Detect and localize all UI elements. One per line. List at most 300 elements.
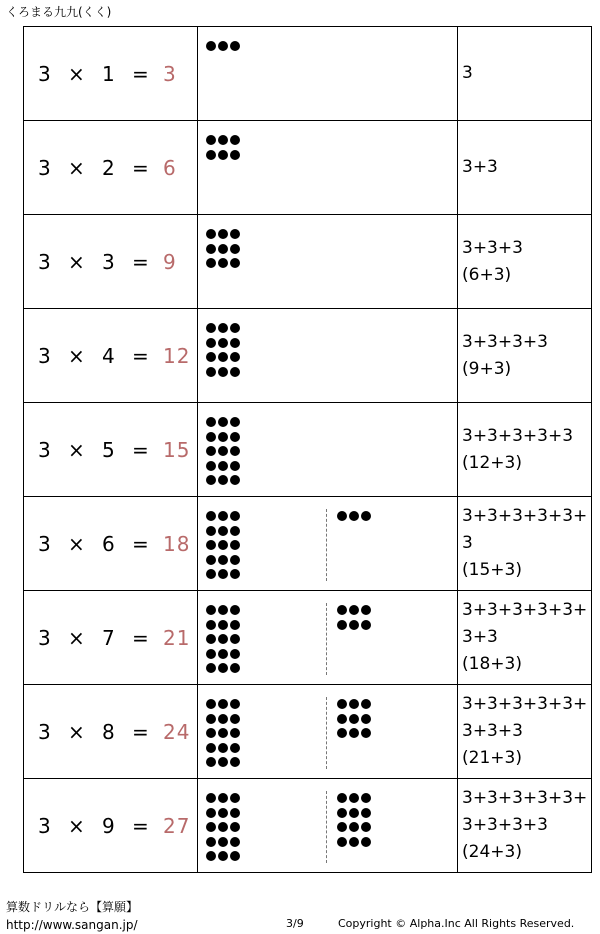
dot (230, 244, 240, 254)
dashed-separator (326, 791, 327, 863)
page-title: くろまる九九(くく) (6, 5, 112, 19)
dot-row (206, 553, 242, 568)
product: 3 (163, 61, 177, 86)
sum-line: (18+3) (462, 654, 522, 674)
dot (206, 663, 216, 673)
sum-line: 3+3+3+3 (462, 331, 548, 352)
dot (218, 649, 228, 659)
dot-row (206, 712, 242, 727)
dot-row (337, 820, 373, 835)
dot (230, 229, 240, 239)
sum-expression (458, 691, 591, 772)
equation (24, 27, 197, 120)
dot (206, 620, 216, 630)
dot (206, 244, 216, 254)
dot (361, 793, 371, 803)
dot (218, 663, 228, 673)
product: 15 (163, 437, 191, 462)
dot-row (206, 39, 242, 54)
dot (349, 605, 359, 615)
multiplier: 9 (102, 813, 115, 838)
dot (218, 851, 228, 861)
dot-group-left (206, 227, 242, 271)
dots-cell (198, 497, 458, 591)
dot (206, 475, 216, 485)
sum-cell (458, 591, 592, 685)
dot (218, 475, 228, 485)
dot-row (206, 509, 242, 524)
dot (230, 569, 240, 579)
equation (24, 497, 197, 590)
dot-row (206, 726, 242, 741)
dot (230, 432, 240, 442)
dot (230, 461, 240, 471)
dot-row (206, 820, 242, 835)
sum-cell (458, 685, 592, 779)
equation-cell (24, 309, 198, 403)
dot (230, 338, 240, 348)
dot (337, 605, 347, 615)
equation-cell (24, 215, 198, 309)
dot (218, 569, 228, 579)
dot-row (206, 321, 242, 336)
dot-row (337, 697, 373, 712)
dot-row (206, 849, 242, 864)
dot-row (206, 415, 242, 430)
dot (218, 728, 228, 738)
multiplier: 5 (102, 437, 115, 462)
dots-cell (198, 403, 458, 497)
dot (230, 837, 240, 847)
dot (218, 41, 228, 51)
dot (218, 540, 228, 550)
dot (218, 338, 228, 348)
sum-line: 3+3+3 (462, 237, 523, 258)
dot-row (206, 538, 242, 553)
equation (24, 215, 197, 308)
dots-cell (198, 591, 458, 685)
times-sign: × (68, 437, 85, 462)
multiplicand: 3 (38, 61, 51, 86)
dot-group-left (206, 415, 242, 488)
dot (218, 135, 228, 145)
dot-row (206, 430, 242, 445)
dot-group-left (206, 603, 242, 676)
product: 27 (163, 813, 191, 838)
dot (230, 475, 240, 485)
sum-cell (458, 779, 592, 873)
dot-row (206, 661, 242, 676)
equals-sign: = (132, 61, 149, 86)
dot (230, 526, 240, 536)
dot (230, 135, 240, 145)
dot (206, 338, 216, 348)
dot-row (206, 133, 242, 148)
dot (206, 352, 216, 362)
table-row (24, 121, 592, 215)
dot (206, 851, 216, 861)
dot (218, 511, 228, 521)
equals-sign: = (132, 437, 149, 462)
dot-row (337, 835, 373, 850)
multiplication-table (23, 26, 592, 873)
sum-line: (12+3) (462, 452, 522, 473)
dot (349, 793, 359, 803)
dot (230, 822, 240, 832)
dot (206, 41, 216, 51)
dot (206, 757, 216, 767)
times-sign: × (68, 61, 85, 86)
dot (218, 757, 228, 767)
dot-row (206, 444, 242, 459)
dot (206, 229, 216, 239)
dot (230, 699, 240, 709)
dot (361, 605, 371, 615)
dot (218, 244, 228, 254)
dot (349, 511, 359, 521)
dot (230, 728, 240, 738)
dot (230, 793, 240, 803)
dot (206, 837, 216, 847)
multiplier: 3 (102, 249, 115, 274)
product: 6 (163, 155, 177, 180)
dot (206, 540, 216, 550)
dot (230, 540, 240, 550)
dot (218, 634, 228, 644)
dot (349, 728, 359, 738)
dot-group-left (206, 791, 242, 864)
sum-expression (458, 503, 591, 584)
dot (361, 714, 371, 724)
sum-expression (458, 60, 591, 87)
sum-line: (9+3) (462, 358, 512, 379)
multiplicand: 3 (38, 343, 51, 368)
dot (337, 793, 347, 803)
dashed-separator (326, 697, 327, 769)
dot-row (206, 256, 242, 271)
dot-row (337, 603, 373, 618)
dot (218, 367, 228, 377)
dot (230, 323, 240, 333)
dot (206, 526, 216, 536)
dot (337, 714, 347, 724)
dot (337, 511, 347, 521)
dot-row (206, 473, 242, 488)
sum-expression (458, 235, 591, 289)
dot (218, 150, 228, 160)
equals-sign: = (132, 625, 149, 650)
dot-row (206, 741, 242, 756)
equation-cell (24, 403, 198, 497)
sum-expression (458, 329, 591, 383)
dots-cell (198, 309, 458, 403)
product: 24 (163, 719, 191, 744)
sum-cell (458, 121, 592, 215)
dot (361, 822, 371, 832)
dot-row (337, 712, 373, 727)
times-sign: × (68, 813, 85, 838)
equation-cell (24, 121, 198, 215)
dot (337, 822, 347, 832)
dot-row (337, 726, 373, 741)
dot (361, 808, 371, 818)
times-sign: × (68, 155, 85, 180)
dot (206, 446, 216, 456)
dot-row (206, 791, 242, 806)
dot (230, 511, 240, 521)
table-row (24, 403, 592, 497)
equation-cell (24, 591, 198, 685)
sum-line: 3+3+3+3 (462, 815, 548, 835)
dot (230, 634, 240, 644)
equation (24, 685, 197, 778)
sum-line: (6+3) (462, 264, 512, 285)
dot (218, 743, 228, 753)
dot-group-right (337, 791, 373, 849)
dot-row (206, 835, 242, 850)
dot (206, 605, 216, 615)
dashed-separator (326, 509, 327, 581)
dot (218, 417, 228, 427)
multiplier: 2 (102, 155, 115, 180)
sum-line: 3+3+3+3+3+ (462, 694, 588, 714)
dot (361, 837, 371, 847)
table-row (24, 215, 592, 309)
sum-line: (24+3) (462, 842, 522, 862)
dot (230, 446, 240, 456)
multiplicand: 3 (38, 719, 51, 744)
dot (218, 258, 228, 268)
sum-line: 3+3+3 (462, 721, 523, 741)
table-row (24, 591, 592, 685)
dot (230, 851, 240, 861)
dot-row (337, 509, 373, 524)
copyright: Copyright © Alpha.Inc All Rights Reserved. (338, 917, 575, 930)
dot-row (206, 459, 242, 474)
multiplicand: 3 (38, 625, 51, 650)
dots-cell (198, 215, 458, 309)
dot (349, 837, 359, 847)
dot (218, 822, 228, 832)
dot (230, 649, 240, 659)
dot (230, 808, 240, 818)
times-sign: × (68, 343, 85, 368)
dot-group-left (206, 509, 242, 582)
dot (337, 808, 347, 818)
table-row (24, 27, 592, 121)
equals-sign: = (132, 531, 149, 556)
dot (206, 793, 216, 803)
dot (206, 150, 216, 160)
dot (218, 793, 228, 803)
table-row (24, 497, 592, 591)
multiplicand: 3 (38, 531, 51, 556)
dot (337, 699, 347, 709)
dot (206, 634, 216, 644)
dot (361, 620, 371, 630)
dot (218, 699, 228, 709)
dot (230, 150, 240, 160)
dot-row (206, 603, 242, 618)
footer-url[interactable]: http://www.sangan.jp/ (6, 918, 138, 932)
dot (337, 837, 347, 847)
sum-expression (458, 423, 591, 477)
times-sign: × (68, 531, 85, 556)
dot-group-right (337, 603, 373, 632)
sum-line: 3+3+3+3+3+ (462, 506, 588, 526)
dot (206, 743, 216, 753)
dot (206, 417, 216, 427)
dot (218, 526, 228, 536)
equation (24, 779, 197, 872)
dot (230, 41, 240, 51)
dot-row (337, 806, 373, 821)
dot (337, 620, 347, 630)
dot (218, 714, 228, 724)
dot-group-left (206, 321, 242, 379)
dots-cell (198, 27, 458, 121)
dot (230, 417, 240, 427)
dot (206, 822, 216, 832)
dot (206, 714, 216, 724)
sum-line: 3+3 (462, 157, 498, 177)
dot (349, 699, 359, 709)
equals-sign: = (132, 249, 149, 274)
multiplier: 1 (102, 61, 115, 86)
dot-row (206, 336, 242, 351)
dot (206, 649, 216, 659)
equation (24, 121, 197, 214)
dot-row (206, 365, 242, 380)
dot (218, 837, 228, 847)
dot (230, 605, 240, 615)
equation (24, 591, 197, 684)
equation-cell (24, 497, 198, 591)
product: 12 (163, 343, 191, 368)
dot (206, 432, 216, 442)
dots-cell (198, 685, 458, 779)
times-sign: × (68, 719, 85, 744)
sum-line: (21+3) (462, 748, 522, 768)
dot-group-right (337, 697, 373, 741)
sum-expression (458, 597, 591, 678)
times-sign: × (68, 249, 85, 274)
equation-cell (24, 685, 198, 779)
sum-line: 3 (462, 63, 473, 83)
dot-row (206, 755, 242, 770)
dot-row (206, 632, 242, 647)
multiplicand: 3 (38, 813, 51, 838)
dot-row (206, 148, 242, 163)
dot-row (206, 567, 242, 582)
dots-cell (198, 121, 458, 215)
dots-cell (198, 779, 458, 873)
sum-cell (458, 497, 592, 591)
equals-sign: = (132, 155, 149, 180)
dot-row (206, 524, 242, 539)
product: 9 (163, 249, 177, 274)
sum-cell (458, 27, 592, 121)
dot-row (206, 618, 242, 633)
table-row (24, 309, 592, 403)
sum-cell (458, 215, 592, 309)
sum-line: 3+3 (462, 627, 498, 647)
product: 21 (163, 625, 191, 650)
equation-cell (24, 27, 198, 121)
equation (24, 309, 197, 402)
sum-line: 3+3+3+3+3+ (462, 600, 588, 620)
dot (230, 555, 240, 565)
dot (230, 743, 240, 753)
sum-expression (458, 154, 591, 181)
multiplicand: 3 (38, 155, 51, 180)
dot-group-left (206, 39, 242, 54)
dot (361, 728, 371, 738)
page-number: 3/9 (286, 917, 304, 930)
dot-row (337, 791, 373, 806)
product: 18 (163, 531, 191, 556)
dot (218, 605, 228, 615)
dot (206, 569, 216, 579)
dot (218, 229, 228, 239)
dot (349, 808, 359, 818)
dot-group-left (206, 697, 242, 770)
dot (349, 620, 359, 630)
equals-sign: = (132, 719, 149, 744)
dot (349, 822, 359, 832)
dot-row (206, 806, 242, 821)
dot (230, 258, 240, 268)
dot-row (206, 647, 242, 662)
dot-group-left (206, 133, 242, 162)
dot (337, 728, 347, 738)
dot (206, 808, 216, 818)
footer-left (6, 898, 138, 934)
dot (206, 367, 216, 377)
dot-row (206, 697, 242, 712)
multiplier: 7 (102, 625, 115, 650)
equals-sign: = (132, 813, 149, 838)
dot (361, 511, 371, 521)
equals-sign: = (132, 343, 149, 368)
dot (349, 714, 359, 724)
sum-line: 3 (462, 533, 473, 553)
dot (206, 728, 216, 738)
multiplier: 4 (102, 343, 115, 368)
sum-cell (458, 403, 592, 497)
dot (206, 699, 216, 709)
dot (230, 620, 240, 630)
dot-row (337, 618, 373, 633)
dot (218, 620, 228, 630)
dot (230, 757, 240, 767)
dot (218, 432, 228, 442)
sum-line: (15+3) (462, 560, 522, 580)
sum-line: 3+3+3+3+3 (462, 425, 574, 446)
equation (24, 403, 197, 496)
sum-cell (458, 309, 592, 403)
dot-group-right (337, 509, 373, 524)
dot (230, 714, 240, 724)
times-sign: × (68, 625, 85, 650)
dot (230, 352, 240, 362)
multiplicand: 3 (38, 437, 51, 462)
sum-expression (458, 785, 591, 866)
dot (206, 135, 216, 145)
dot (230, 663, 240, 673)
dot (206, 461, 216, 471)
footer-brand: 算数ドリルなら【算願】 (6, 900, 139, 914)
